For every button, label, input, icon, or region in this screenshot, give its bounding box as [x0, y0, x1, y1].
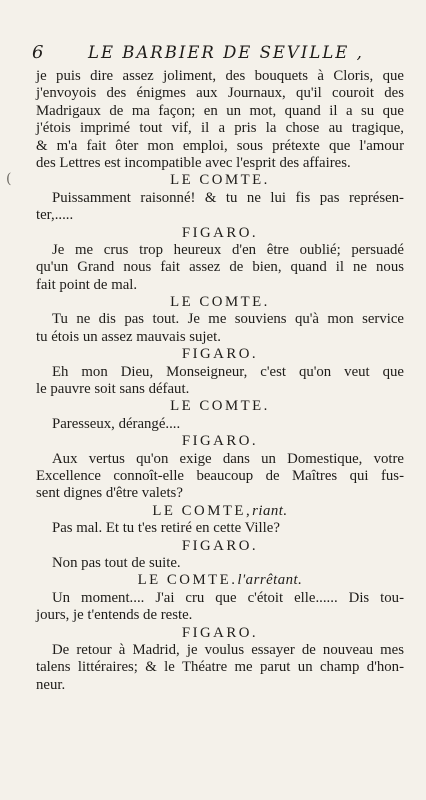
- speaker-name: [36, 346, 404, 363]
- stage-direction: riant.: [252, 502, 288, 519]
- dialogue-line: [36, 677, 404, 694]
- dialogue-line: [36, 277, 404, 294]
- speaker-label: LE COMTE,: [152, 502, 253, 519]
- line-text: fait point de mal.: [36, 276, 138, 293]
- dialogue-line: [36, 138, 404, 155]
- dialogue-line: [36, 555, 404, 572]
- play-text: [36, 68, 404, 694]
- line-text: qu'un Grand nous fait assez de bien, quand il ne nous: [36, 259, 404, 276]
- line-text: Paresseux, dérangé....: [52, 415, 181, 432]
- line-text: Tu ne dis pas tout. Je me souviens qu'à mon service: [52, 311, 404, 328]
- dialogue-line: [36, 190, 404, 207]
- line-text: Non pas tout de suite.: [52, 554, 181, 571]
- dialogue-line: [36, 364, 404, 381]
- line-text: j'envoyois des énigmes aux Journaux, qu'il couroit des: [36, 85, 404, 102]
- speaker-name: [36, 503, 404, 520]
- dialogue-line: [36, 590, 404, 607]
- line-text: je puis dire assez joliment, des bouquets à Cloris, que: [36, 68, 404, 84]
- dialogue-line: [36, 520, 404, 537]
- dialogue-line: [36, 242, 404, 259]
- line-text: Puissamment raisonné! & tu ne lui fis pas représen-: [52, 189, 404, 206]
- line-text: Pas mal. Et tu t'es retiré en cette Ville?: [52, 520, 280, 537]
- speaker-label: LE COMTE.: [170, 172, 270, 189]
- dialogue-line: [36, 381, 404, 398]
- dialogue-line: [36, 120, 404, 137]
- stage-direction: l'arrêtant.: [237, 572, 303, 589]
- line-text: Madrigaux de ma façon; en un mot, quand il a su que: [36, 102, 404, 119]
- line-text: Un moment.... J'ai cru que c'étoit elle...... Dis tou-: [52, 589, 404, 606]
- dialogue-line: [36, 85, 404, 102]
- line-text: j'étois imprimé tout vif, il a pris la chose au tragique,: [36, 120, 404, 137]
- speaker-label: LE COMTE.: [170, 294, 270, 311]
- line-text: Aux vertus qu'on exige dans un Domestique, votre: [52, 450, 404, 467]
- line-text: Eh mon Dieu, Monseigneur, c'est qu'on veut que: [52, 363, 404, 380]
- line-text: neur.: [36, 676, 66, 693]
- line-text: jours, je t'entends de reste.: [36, 607, 193, 624]
- dialogue-line: [36, 468, 404, 485]
- line-text: Je me crus trop heureux d'en être oublié; persuadé: [52, 241, 404, 258]
- dialogue-line: [36, 451, 404, 468]
- line-text: De retour à Madrid, je voulus essayer de nouveau mes: [52, 641, 404, 658]
- page-header: [32, 42, 402, 68]
- dialogue-line: [36, 259, 404, 276]
- dialogue-line: [36, 311, 404, 328]
- speaker-name: [36, 172, 404, 189]
- dialogue-line: [36, 642, 404, 659]
- line-text: sent dignes d'être valets?: [36, 485, 183, 502]
- speaker-label: FIGARO.: [181, 224, 259, 241]
- speaker-name: [36, 398, 404, 415]
- speaker-name: [36, 294, 404, 311]
- dialogue-line: [36, 68, 404, 85]
- dialogue-line: [36, 485, 404, 502]
- speaker-label: LE COMTE.: [137, 572, 238, 589]
- speaker-label: FIGARO.: [181, 346, 259, 363]
- line-text: & m'a fait ôter mon emploi, sous prétexte que l'amour: [36, 137, 404, 154]
- speaker-label: FIGARO.: [181, 537, 259, 554]
- dialogue-line: [36, 659, 404, 676]
- speaker-name: [36, 433, 404, 450]
- speaker-name: [36, 572, 404, 589]
- dialogue-line: [36, 103, 404, 120]
- dialogue-line: [36, 329, 404, 346]
- dialogue-line: [36, 416, 404, 433]
- line-text: talens littéraires; & le Théatre me parut un champ d'hon-: [36, 659, 404, 676]
- speaker-label: FIGARO.: [181, 624, 259, 641]
- speaker-name: [36, 538, 404, 555]
- running-title: LE BARBIER DE SEVILLE ,: [88, 43, 364, 62]
- line-text: ter,.....: [36, 207, 74, 224]
- margin-mark: (: [6, 171, 12, 187]
- speaker-label: FIGARO.: [181, 433, 259, 450]
- line-text: des Lettres est incompatible avec l'esprit des affaires.: [36, 154, 351, 171]
- page-number: 6: [32, 42, 44, 63]
- line-text: Excellence connoît-elle beaucoup de Maîtres qui fus-: [36, 467, 404, 484]
- speaker-label: LE COMTE.: [170, 398, 270, 415]
- line-text: le pauvre soit sans défaut.: [36, 381, 190, 398]
- speaker-name: [36, 225, 404, 242]
- dialogue-line: [36, 155, 404, 172]
- dialogue-line: [36, 207, 404, 224]
- dialogue-line: [36, 607, 404, 624]
- speaker-name: [36, 625, 404, 642]
- line-text: tu étois un assez mauvais sujet.: [36, 328, 221, 345]
